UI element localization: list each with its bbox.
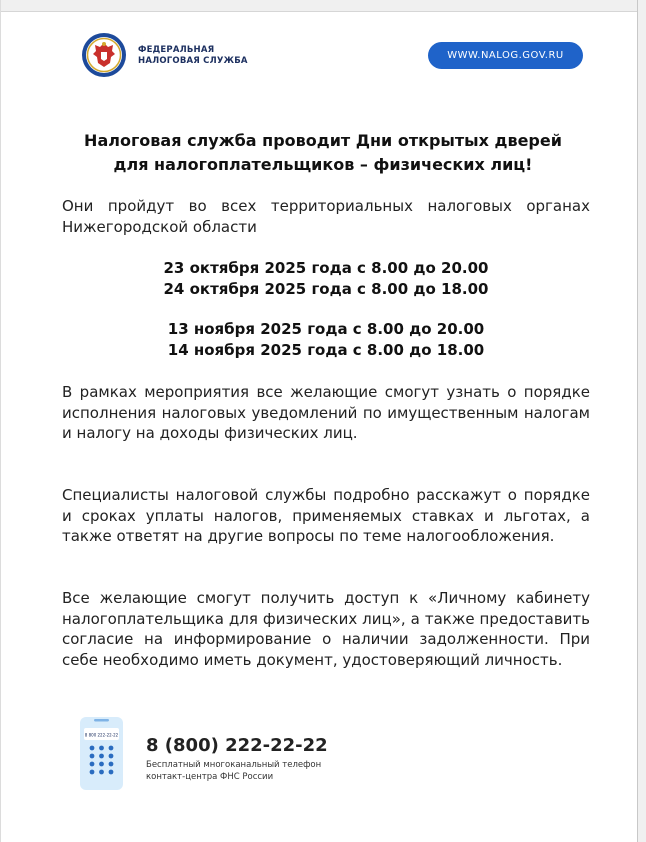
october-dates <box>40 258 612 300</box>
november-dates <box>40 319 612 361</box>
date-line: 13 ноября 2025 года с 8.00 до 20.00 <box>167 320 485 338</box>
phone-icon <box>79 716 124 791</box>
date-line: 24 октября 2025 года с 8.00 до 18.00 <box>163 280 489 298</box>
date-line: 14 ноября 2025 года с 8.00 до 18.00 <box>167 341 485 359</box>
hotline-phone-number: 8 (800) 222-22-22 <box>146 735 328 756</box>
hotline-caption-line1: Бесплатный многоканальный телефон <box>146 760 322 770</box>
paragraph-2: Специалисты налоговой службы подробно расскажут о порядке и сроках уплаты налогов, применяемых ставках и льготах, а также ответят на другие вопросы по теме налогообложения. <box>62 486 590 545</box>
viewer-top-bar <box>0 0 646 12</box>
org-name-line1: ФЕДЕРАЛЬНАЯ <box>138 45 215 55</box>
date-line: 23 октября 2025 года с 8.00 до 20.00 <box>163 259 489 277</box>
paragraph-3: Все желающие смогут получить доступ к «Личному кабинету налогоплательщика для физических лиц», а также предоставить согласие на информирование о наличии задолженности. При себе необходимо иметь документ, удостоверяющий личность. <box>62 589 590 669</box>
viewer-scrollbar[interactable] <box>637 0 646 842</box>
title-line2: для налогоплательщиков – физических лиц! <box>113 155 533 174</box>
fns-emblem-icon <box>81 32 127 78</box>
page-title <box>40 129 606 177</box>
paragraph-1: В рамках мероприятия все желающие смогут узнать о порядке исполнения налоговых уведомлений по имущественным налогам и налогу на доходы физических лиц. <box>62 383 590 442</box>
title-line1: Налоговая служба проводит Дни открытых дверей <box>84 131 562 150</box>
org-name <box>138 45 248 67</box>
hotline-caption <box>146 759 321 783</box>
phone-screen-text: 8 800 222-22-22 <box>84 732 119 738</box>
hotline-caption-line2: контакт-центра ФНС России <box>146 772 274 782</box>
website-link-button[interactable]: WWW.NALOG.GOV.RU <box>428 42 583 69</box>
org-name-line2: НАЛОГОВАЯ СЛУЖБА <box>138 56 248 66</box>
intro-paragraph: Они пройдут во всех территориальных налоговых органах Нижегородской области <box>62 197 590 236</box>
page-left-edge <box>0 0 1 842</box>
